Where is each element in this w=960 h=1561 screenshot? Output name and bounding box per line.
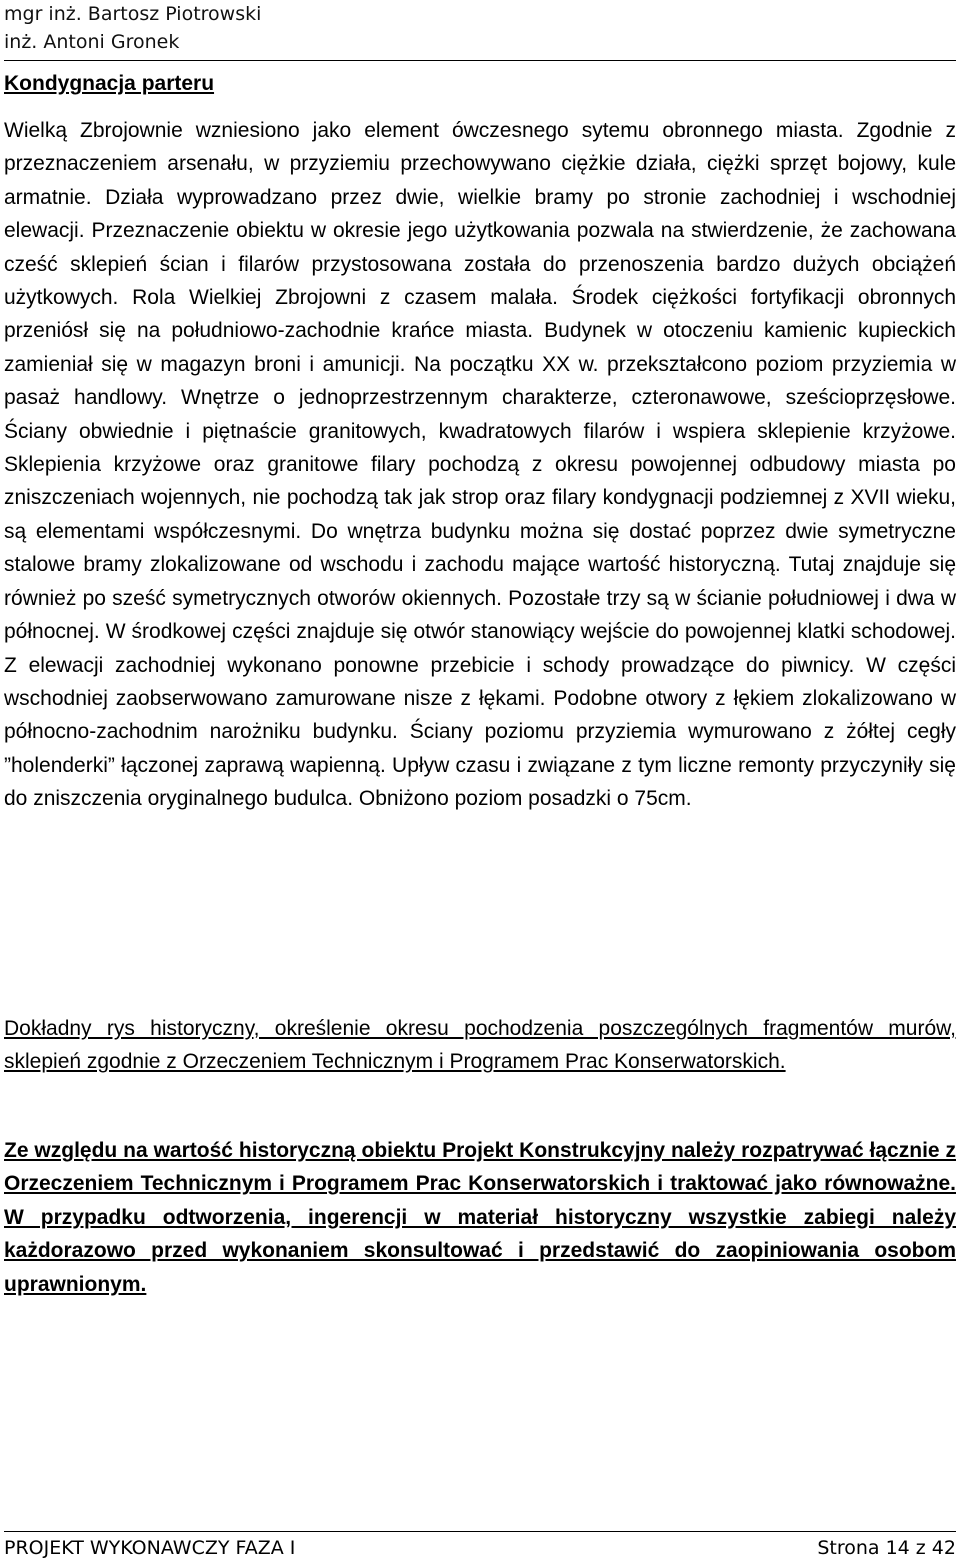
header-divider <box>4 60 956 61</box>
historical-note-paragraph: Dokładny rys historyczny, określenie okresu pochodzenia poszczególnych fragmentów murów, sklepień zgodnie z Orzeczeniem Technicznym i Programem Prac Konserwatorskich. <box>4 1017 956 1074</box>
footer-page-number: Strona 14 z 42 <box>817 1537 956 1559</box>
header-author-1: mgr inż. Bartosz Piotrowski <box>4 3 262 25</box>
page-header <box>4 0 956 56</box>
footer-divider <box>4 1531 956 1532</box>
footer-project-name: PROJEKT WYKONAWCZY FAZA I <box>4 1537 296 1559</box>
important-note-paragraph: Ze względu na wartość historyczną obiektu Projekt Konstrukcyjny należy rozpatrywać łącznie z Orzeczeniem Technicznym i Programem Prac Konserwatorskich i traktować jako równoważne. W przypadku odtworzenia, ingerencji w materiał historyczny wszystkie zabiegi należy każdorazowo przed wykonaniem skonsultować i przedstawić do zaopiniowania osobom uprawnionym. <box>4 1139 956 1296</box>
header-author-2: inż. Antoni Gronek <box>4 31 180 53</box>
section-title: Kondygnacja parteru <box>4 72 215 95</box>
body-paragraph: Wielką Zbrojownie wzniesiono jako element ówczesnego sytemu obronnego miasta. Zgodnie z przeznaczeniem arsenału, w przyziemiu przechowywano ciężkie działa, ciężki sprzęt bojowy, kule armatnie. Działa wyprowadzano przez dwie, wielkie bramy po stronie zachodniej i wschodniej elewacji. Przeznaczenie obiektu w okresie jego użytkowania pozwala na stwierdzenie, że zachowana cześć sklepień ścian i filarów przystosowana została do przenoszenia bardzo dużych obciążeń użytkowych. Rola Wielkiej Zbrojowni z czasem malała. Środek ciężkości fortyfikacji obronnych przeniósł się na południowo-zachodnie krańce miasta. Budynek w otoczeniu kamienic kupieckich zamieniał się w magazyn broni i amunicji. Na początku XX w. przekształcono poziom przyziemia w pasaż handlowy. Wnętrze o jednoprzestrzennym charakterze, czteronawowe, sześcioprzęsłowe. Ściany obwiednie i piętnaście granitowych, kwadratowych filarów i wspiera sklepienie krzyżowe. Sklepienia krzyżowe oraz granitowe filary pochodzą z okresu powojennej odbudowy miasta po zniszczeniach wojennych, nie pochodzą tak jak strop oraz filary kondygnacji podziemnej z XVII wieku, są elementami współczesnymi. Do wnętrza budynku można się dostać poprzez dwie symetryczne stalowe bramy zlokalizowane od wschodu i zachodu mające wartość historyczną. Tutaj znajduje się również po sześć symetrycznych otworów okiennych. Pozostałe trzy są w ścianie południowej i dwa w północnej. W środkowej części znajduje się otwór stanowiący wejście do powojennej klatki schodowej. Z elewacji zachodniej wykonano ponowne przebicie i schody prowadzące do piwnicy. W części wschodniej zaobserwowano zamurowane nisze z łękami. Podobne otwory z łękiem zlokalizowano w północno-zachodnim narożniku budynku. Ściany poziomu przyziemia wymurowano z żółtej cegły ”holenderki” łączonej zaprawą wapienną. Upływ czasu i związane z tym liczne remonty przyczyniły się do zniszczenia oryginalnego budulca. Obniżono poziom posadzki o 75cm. <box>4 119 956 811</box>
